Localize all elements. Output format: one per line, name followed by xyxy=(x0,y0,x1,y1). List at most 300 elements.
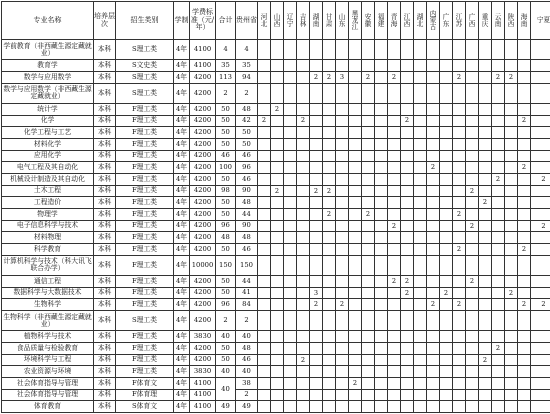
province-cell xyxy=(427,342,440,354)
province-cell xyxy=(323,331,336,343)
category-cell: F理工类 xyxy=(116,150,174,162)
header-province: 湖北 xyxy=(414,2,427,40)
province-cell xyxy=(414,366,427,378)
province-cell xyxy=(466,244,479,256)
province-cell xyxy=(284,115,297,127)
province-cell xyxy=(531,197,550,209)
province-cell: 2 xyxy=(271,103,284,115)
province-cell xyxy=(466,377,479,389)
province-cell xyxy=(479,342,492,354)
province-cell xyxy=(375,354,388,366)
table-row xyxy=(2,208,550,220)
province-cell xyxy=(531,185,550,197)
category-cell: F理工类 xyxy=(116,103,174,115)
province-cell xyxy=(414,220,427,232)
province-cell xyxy=(453,310,466,330)
province-cell xyxy=(284,220,297,232)
province-cell xyxy=(323,83,336,103)
province-cell xyxy=(297,232,310,244)
province-cell: 2 xyxy=(388,71,401,83)
province-cell xyxy=(492,83,505,103)
fee-cell: 4200 xyxy=(190,71,216,83)
province-cell xyxy=(479,220,492,232)
province-cell xyxy=(453,401,466,413)
province-cell xyxy=(349,173,362,185)
province-cell xyxy=(401,162,414,174)
table-row xyxy=(2,299,550,311)
table-row xyxy=(2,342,550,354)
guizhou-cell: 50 xyxy=(236,138,258,150)
province-cell xyxy=(271,232,284,244)
province-cell xyxy=(414,310,427,330)
total-cell: 2 xyxy=(216,310,236,330)
province-cell xyxy=(518,389,531,401)
guizhou-cell: 42 xyxy=(236,115,258,127)
province-cell: 2 xyxy=(401,275,414,287)
province-cell xyxy=(414,299,427,311)
province-cell xyxy=(531,354,550,366)
province-cell xyxy=(336,83,349,103)
major-cell: 计算机科学与技术（科大讯飞联合办学） xyxy=(2,255,94,275)
province-cell xyxy=(440,220,453,232)
province-cell xyxy=(440,366,453,378)
fee-cell: 4200 xyxy=(190,150,216,162)
province-cell xyxy=(505,310,518,330)
major-cell: 环境科学与工程 xyxy=(2,354,94,366)
province-cell xyxy=(323,244,336,256)
province-cell xyxy=(284,127,297,139)
province-cell xyxy=(258,342,271,354)
province-cell xyxy=(362,331,375,343)
province-cell xyxy=(284,377,297,389)
province-cell xyxy=(336,127,349,139)
province-cell xyxy=(453,220,466,232)
province-cell xyxy=(531,232,550,244)
table-row xyxy=(2,366,550,378)
province-cell xyxy=(414,389,427,401)
province-cell xyxy=(388,127,401,139)
fee-cell: 4100 xyxy=(190,60,216,72)
province-cell xyxy=(466,60,479,72)
province-cell xyxy=(518,138,531,150)
province-cell xyxy=(401,299,414,311)
province-cell xyxy=(479,255,492,275)
province-cell xyxy=(349,299,362,311)
table-row xyxy=(2,127,550,139)
category-cell: S理工类 xyxy=(116,83,174,103)
duration-cell: 4年 xyxy=(174,40,190,60)
province-cell xyxy=(479,71,492,83)
province-cell xyxy=(414,83,427,103)
province-cell xyxy=(271,366,284,378)
province-cell xyxy=(440,331,453,343)
province-cell: 2 xyxy=(531,220,550,232)
province-cell xyxy=(414,255,427,275)
category-cell: F理工类 xyxy=(116,331,174,343)
duration-cell: 4年 xyxy=(174,287,190,299)
province-cell xyxy=(271,60,284,72)
province-cell xyxy=(323,173,336,185)
province-cell xyxy=(349,310,362,330)
province-cell xyxy=(375,208,388,220)
total-cell: 40 xyxy=(216,377,236,400)
province-cell xyxy=(492,208,505,220)
table-row xyxy=(2,232,550,244)
guizhou-cell: 90 xyxy=(236,220,258,232)
duration-cell: 4年 xyxy=(174,103,190,115)
province-cell xyxy=(388,138,401,150)
province-cell xyxy=(440,103,453,115)
major-cell: 植物科学与技术 xyxy=(2,331,94,343)
province-cell xyxy=(453,127,466,139)
province-cell xyxy=(505,366,518,378)
province-cell xyxy=(375,71,388,83)
province-cell xyxy=(375,115,388,127)
fee-cell: 4200 xyxy=(190,354,216,366)
level-cell: 本科 xyxy=(94,115,116,127)
province-cell xyxy=(453,173,466,185)
category-cell: F理工类 xyxy=(116,299,174,311)
province-cell xyxy=(375,287,388,299)
province-cell xyxy=(258,389,271,401)
header-duration: 学制 xyxy=(174,2,190,40)
province-cell xyxy=(505,103,518,115)
fee-cell: 4200 xyxy=(190,244,216,256)
province-cell xyxy=(401,244,414,256)
category-cell: F体育文 xyxy=(116,377,174,389)
province-cell xyxy=(297,331,310,343)
province-cell xyxy=(505,162,518,174)
province-cell: 2 xyxy=(518,244,531,256)
province-cell xyxy=(258,60,271,72)
fee-cell: 4200 xyxy=(190,342,216,354)
province-cell xyxy=(479,331,492,343)
fee-cell: 10000 xyxy=(190,255,216,275)
province-cell xyxy=(492,127,505,139)
duration-cell: 4年 xyxy=(174,208,190,220)
province-cell xyxy=(440,197,453,209)
province-cell xyxy=(479,115,492,127)
province-cell xyxy=(284,173,297,185)
province-cell xyxy=(427,377,440,389)
province-cell xyxy=(427,331,440,343)
province-cell xyxy=(401,401,414,413)
level-cell: 本科 xyxy=(94,83,116,103)
province-cell: 2 xyxy=(518,162,531,174)
province-cell xyxy=(505,275,518,287)
province-cell xyxy=(336,60,349,72)
province-cell xyxy=(414,232,427,244)
guizhou-cell: 150 xyxy=(236,255,258,275)
level-cell: 本科 xyxy=(94,173,116,185)
total-cell: 50 xyxy=(216,342,236,354)
province-cell xyxy=(531,255,550,275)
total-cell: 50 xyxy=(216,173,236,185)
category-cell: F理工类 xyxy=(116,232,174,244)
duration-cell: 4年 xyxy=(174,71,190,83)
level-cell: 本科 xyxy=(94,389,116,401)
level-cell: 本科 xyxy=(94,208,116,220)
province-cell xyxy=(414,103,427,115)
province-cell xyxy=(362,310,375,330)
province-cell xyxy=(440,208,453,220)
province-cell xyxy=(375,40,388,60)
table-row xyxy=(2,138,550,150)
province-cell xyxy=(414,185,427,197)
province-cell: 2 xyxy=(297,115,310,127)
province-cell xyxy=(258,366,271,378)
province-cell: 2 xyxy=(427,162,440,174)
province-cell xyxy=(401,354,414,366)
province-cell xyxy=(479,389,492,401)
province-cell xyxy=(375,244,388,256)
province-cell xyxy=(518,208,531,220)
province-cell xyxy=(297,244,310,256)
province-cell xyxy=(518,197,531,209)
table-row xyxy=(2,103,550,115)
province-cell xyxy=(531,115,550,127)
category-cell: F理工类 xyxy=(116,162,174,174)
province-cell xyxy=(336,354,349,366)
duration-cell: 4年 xyxy=(174,60,190,72)
major-cell: 土木工程 xyxy=(2,185,94,197)
province-cell xyxy=(466,197,479,209)
province-cell xyxy=(401,40,414,60)
province-cell xyxy=(453,162,466,174)
province-cell xyxy=(518,83,531,103)
total-cell: 50 xyxy=(216,354,236,366)
major-cell: 食品质量与检验教育 xyxy=(2,342,94,354)
level-cell: 本科 xyxy=(94,197,116,209)
province-cell xyxy=(323,275,336,287)
province-cell xyxy=(375,275,388,287)
province-cell xyxy=(349,287,362,299)
province-cell xyxy=(492,150,505,162)
major-cell: 数据科学与大数据技术 xyxy=(2,287,94,299)
province-cell xyxy=(310,366,323,378)
category-cell: S理工类 xyxy=(116,310,174,330)
province-cell: 2 xyxy=(310,71,323,83)
header-province: 福建 xyxy=(375,2,388,40)
province-cell xyxy=(349,354,362,366)
province-cell xyxy=(375,127,388,139)
province-cell xyxy=(349,60,362,72)
province-cell xyxy=(271,377,284,389)
province-cell xyxy=(414,331,427,343)
province-cell xyxy=(310,103,323,115)
province-cell xyxy=(531,71,550,83)
province-cell xyxy=(284,40,297,60)
province-cell xyxy=(323,401,336,413)
level-cell: 本科 xyxy=(94,366,116,378)
level-cell: 本科 xyxy=(94,40,116,60)
province-cell xyxy=(258,162,271,174)
level-cell: 本科 xyxy=(94,162,116,174)
province-cell xyxy=(505,244,518,256)
province-cell xyxy=(401,310,414,330)
province-cell xyxy=(336,173,349,185)
province-cell: 2 xyxy=(388,220,401,232)
major-cell: 工程造价 xyxy=(2,197,94,209)
province-cell xyxy=(440,255,453,275)
province-cell xyxy=(479,162,492,174)
fee-cell: 4200 xyxy=(190,232,216,244)
province-cell xyxy=(336,185,349,197)
province-cell xyxy=(284,138,297,150)
province-cell xyxy=(492,287,505,299)
province-cell xyxy=(505,83,518,103)
total-cell: 49 xyxy=(216,401,236,413)
province-cell xyxy=(414,115,427,127)
province-cell xyxy=(388,232,401,244)
province-cell xyxy=(310,331,323,343)
province-cell xyxy=(492,232,505,244)
header-province: 海南 xyxy=(518,2,531,40)
province-cell xyxy=(453,103,466,115)
category-cell: F理工类 xyxy=(116,127,174,139)
province-cell xyxy=(362,342,375,354)
total-cell: 35 xyxy=(216,60,236,72)
province-cell xyxy=(531,103,550,115)
table-row xyxy=(2,71,550,83)
province-cell xyxy=(518,40,531,60)
province-cell xyxy=(284,60,297,72)
province-cell xyxy=(297,275,310,287)
province-cell xyxy=(427,366,440,378)
province-cell: 2 xyxy=(323,208,336,220)
total-cell: 50 xyxy=(216,287,236,299)
province-cell xyxy=(414,287,427,299)
province-cell xyxy=(336,389,349,401)
province-cell xyxy=(297,342,310,354)
province-cell xyxy=(310,127,323,139)
major-cell: 社会体育指导与管理 xyxy=(2,377,94,389)
province-cell xyxy=(271,287,284,299)
province-cell xyxy=(336,197,349,209)
province-cell xyxy=(310,310,323,330)
province-cell xyxy=(297,83,310,103)
total-cell: 100 xyxy=(216,162,236,174)
header-province: 辽宁 xyxy=(284,2,297,40)
province-cell xyxy=(271,138,284,150)
duration-cell: 4年 xyxy=(174,331,190,343)
category-cell: S理工类 xyxy=(116,71,174,83)
province-cell xyxy=(427,287,440,299)
province-cell xyxy=(336,342,349,354)
guizhou-cell: 90 xyxy=(236,185,258,197)
province-cell: 2 xyxy=(479,354,492,366)
province-cell xyxy=(440,232,453,244)
province-cell xyxy=(271,127,284,139)
province-cell xyxy=(284,366,297,378)
province-cell xyxy=(479,83,492,103)
table-row xyxy=(2,287,550,299)
duration-cell: 4年 xyxy=(174,197,190,209)
fee-cell: 4200 xyxy=(190,275,216,287)
province-cell xyxy=(362,40,375,60)
province-cell xyxy=(284,287,297,299)
province-cell xyxy=(479,244,492,256)
province-cell xyxy=(505,185,518,197)
province-cell xyxy=(427,220,440,232)
header-province: 甘肃 xyxy=(323,2,336,40)
province-cell xyxy=(518,342,531,354)
level-cell: 本科 xyxy=(94,377,116,389)
province-cell xyxy=(427,83,440,103)
category-cell: F理工类 xyxy=(116,366,174,378)
guizhou-cell: 49 xyxy=(236,401,258,413)
province-cell xyxy=(349,71,362,83)
province-cell xyxy=(323,103,336,115)
province-cell xyxy=(505,377,518,389)
province-cell xyxy=(362,150,375,162)
province-cell xyxy=(388,162,401,174)
duration-cell: 4年 xyxy=(174,162,190,174)
province-cell xyxy=(388,173,401,185)
province-cell xyxy=(310,244,323,256)
duration-cell: 4年 xyxy=(174,185,190,197)
guizhou-cell: 48 xyxy=(236,232,258,244)
category-cell: F理工类 xyxy=(116,197,174,209)
province-cell xyxy=(362,255,375,275)
province-cell: 2 xyxy=(362,71,375,83)
province-cell xyxy=(323,197,336,209)
province-cell xyxy=(271,150,284,162)
province-cell: 2 xyxy=(492,173,505,185)
province-cell xyxy=(427,208,440,220)
province-cell xyxy=(349,127,362,139)
guizhou-cell: 48 xyxy=(236,342,258,354)
province-cell xyxy=(323,150,336,162)
province-cell xyxy=(453,197,466,209)
province-cell xyxy=(284,103,297,115)
province-cell xyxy=(297,299,310,311)
province-cell xyxy=(505,331,518,343)
duration-cell: 4年 xyxy=(174,244,190,256)
province-cell xyxy=(427,173,440,185)
table-row xyxy=(2,220,550,232)
total-cell: 50 xyxy=(216,127,236,139)
province-cell: 2 xyxy=(453,208,466,220)
province-cell xyxy=(284,208,297,220)
province-cell xyxy=(362,366,375,378)
province-cell xyxy=(388,389,401,401)
province-cell xyxy=(297,389,310,401)
fee-cell: 4200 xyxy=(190,185,216,197)
header-province: 黑龙江 xyxy=(349,2,362,40)
category-cell: F理工类 xyxy=(116,173,174,185)
major-cell: 应用化学 xyxy=(2,150,94,162)
province-cell xyxy=(310,150,323,162)
enrollment-plan-table xyxy=(1,1,550,413)
table-row xyxy=(2,310,550,330)
province-cell xyxy=(271,115,284,127)
province-cell xyxy=(349,138,362,150)
province-cell xyxy=(414,377,427,389)
province-cell xyxy=(453,366,466,378)
province-cell xyxy=(336,275,349,287)
province-cell xyxy=(258,220,271,232)
province-cell xyxy=(362,83,375,103)
province-cell xyxy=(271,354,284,366)
province-cell xyxy=(284,342,297,354)
province-cell xyxy=(401,60,414,72)
province-cell xyxy=(297,40,310,60)
header-province: 青海 xyxy=(388,2,401,40)
province-cell xyxy=(284,354,297,366)
province-cell xyxy=(258,232,271,244)
header-province: 江西 xyxy=(401,2,414,40)
